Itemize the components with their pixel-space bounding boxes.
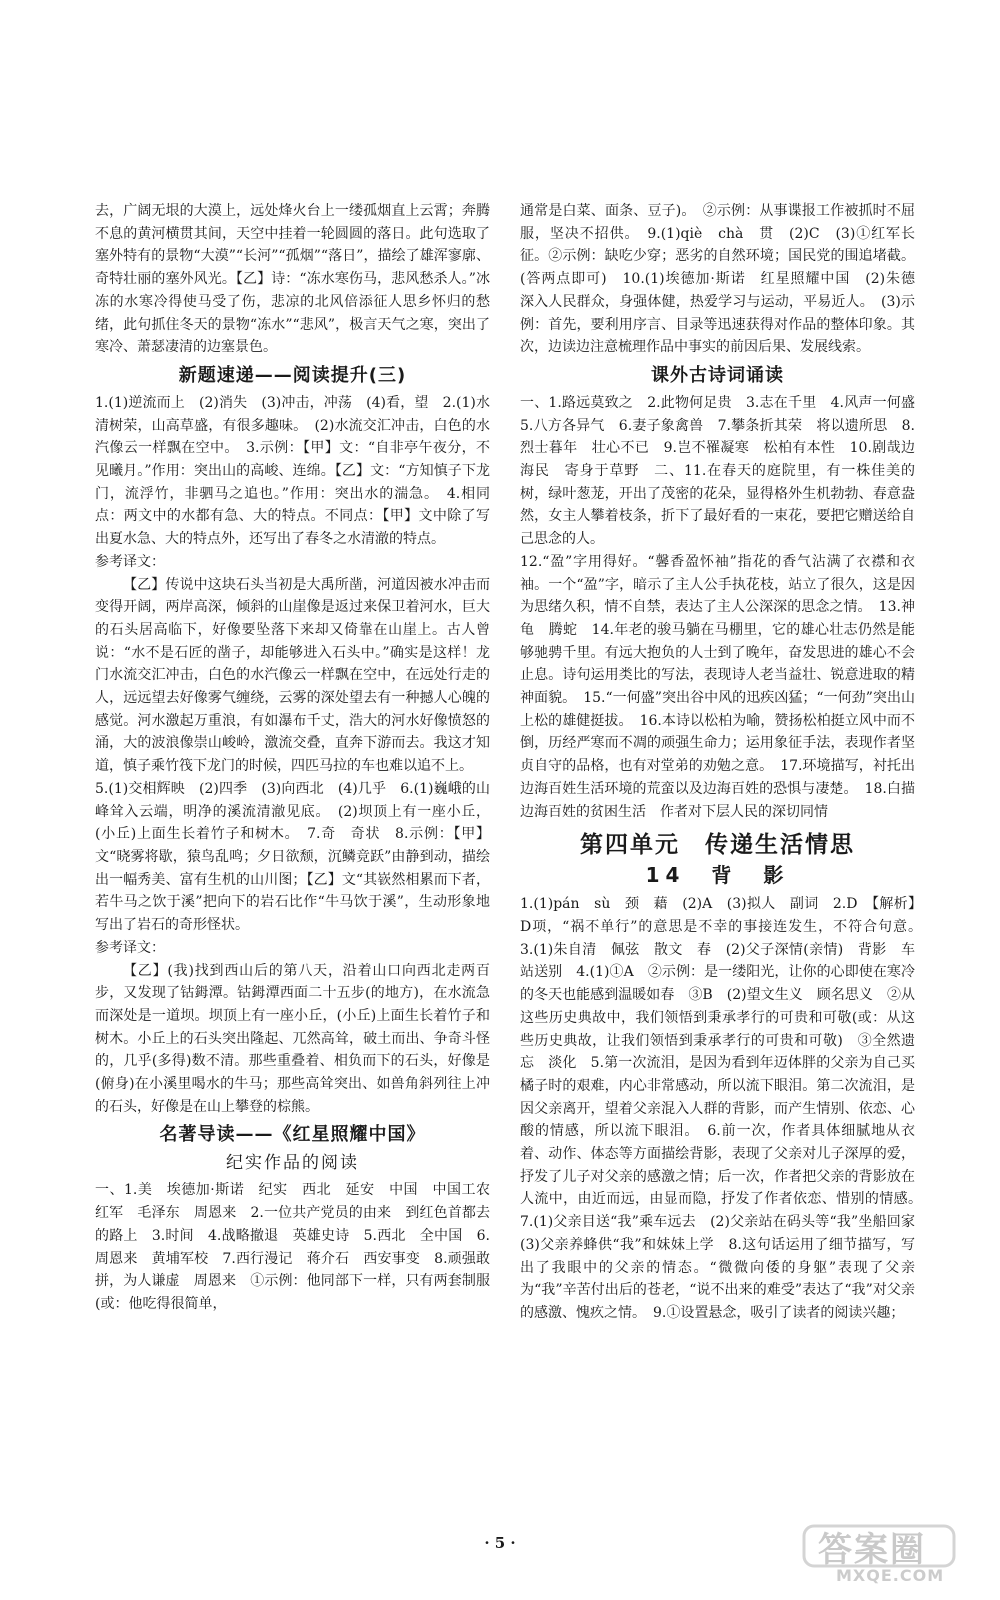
left-paragraph: 一、1.美 埃德加·斯诺 纪实 西北 延安 中国 中国工农红军 毛泽东 周恩来 2.一位共产党员的由来 到红色首都去的路上 3.时间 4.战略撤退 英雄史诗 5.西北 全中国 6.周恩来 黄埔军校 7.西行漫记 蒋介石 西安事变 8.顽强敢拼，为人谦虚 周恩来 ①示例：他同部下一样，只有两套制服(或：他吃得很简单， — [95, 1182, 490, 1312]
watermark-logo — [800, 1522, 970, 1588]
left-paragraph: 去，广阔无垠的大漠上，远处烽火台上一缕孤烟直上云霄；奔腾不息的黄河横贯其间，天空中挂着一轮圆圆的落日。此句选取了塞外特有的景物“大漠”“长河”“孤烟”“落日”，描绘了雄浑寥廓、奇特壮丽的塞外风光。【乙】诗：“冻水寒伤马，悲风愁杀人。”冰冻的水寒冷得使马受了伤，悲凉的北风倍添征人思乡怀归的愁绪，此句抓住冬天的景物“冻水”“悲风”，极言天气之寒，突出了寒冷、萧瑟凄清的边塞景色。 — [95, 203, 490, 356]
right-unit-title: 第四单元 传递生活情思 — [580, 832, 855, 859]
left-paragraph: 5.(1)交相辉映 (2)四季 (3)向西北 (4)几乎 6.(1)巍峨的山峰耸入云端，明净的溪流清澈见底。 (2)坝顶上有一座小丘，(小丘)上面生长着竹子和树木。 7.奇 奇状 8.示例：【甲】文“晓雾将歇，猿鸟乱鸣；夕日欲颓，沉鳞竞跃”由静到动，描绘出一幅秀美、富有生机的山川图；【乙】文“其嵚然相累而下者，若牛马之饮于溪”把向下的岩石比作“牛马饮于溪”，生动形象地写出了岩石的奇形怪状。 — [95, 780, 490, 934]
left-paragraph: 1.(1)逆流而上 (2)消失 (3)冲击，冲荡 (4)看，望 2.(1)水清树荣，山高草盛，有很多趣味。 (2)水流交汇冲击，白色的水汽像云一样飘在空中。 3.示例：【甲】文：“自非亭午夜分，不见曦月。”作用：突出山的高峻、连绵。【乙】文：“方知慎子下龙门，流浮竹，非驷马之追也。”作用：突出水的湍急。 4.相同点：两文中的水都有急、大的特点。不同点：【甲】文中除了写出夏水急、大的特点外，还写出了春冬之水清澈的特点。 — [95, 394, 490, 548]
right-paragraph: 12.“盈”字用得好。“馨香盈怀袖”指花的香气沾满了衣襟和衣袖。一个“盈”字，暗示了主人公手执花枝，站立了很久，这是因为思绪久积，情不自禁，表达了主人公深深的思念之情。 13.神龟 腾蛇 14.年老的骏马躺在马棚里，它的雄心壮志仍然是能够驰骋千里。有远大抱负的人士到了晚年，奋发思进的雄心不会止息。诗句运用类比的写法，表现诗人老当益壮、锐意进取的精神面貌。 15.“一何盛”突出谷中风的迅疾凶猛；“一何劲”突出山上松的雄健挺拔。 16.本诗以松柏为喻，赞扬松柏挺立风中而不倒，历经严寒而不凋的顽强生命力；运用象征手法，表现作者坚贞自守的品格，也有对堂弟的劝勉之意。 17.环境描写，衬托出边海百姓生活环境的荒蛮以及边海百姓的恐惧与凄楚。 18.白描 边海百姓的贫困生活 作者对下层人民的深切同情 — [520, 553, 929, 820]
right-paragraph: 一、1.路远莫致之 2.此物何足贵 3.志在千里 4.风声一何盛 5.八方各异气 6.妻子象禽兽 7.攀条折其荣 将以遗所思 8.烈士暮年 壮心不已 9.岂不罹凝寒 松柏有本性 10.剧哉边海民 寄身于草野 二、11.在春天的庭院里，有一株佳美的树，绿叶葱茏，开出了茂密的花朵，显得格外生机勃勃、春意盎然，女主人攀着枝条，折下了最好看的一束花，要把它赠送给自己思念的人。 — [520, 394, 929, 548]
right-paragraph: 通常是白菜、面条、豆子)。 ②示例：从事谍报工作被抓时不屈服，坚决不招供。 9.(1)qiè chà 贯 (2)C (3)①红军长征。②示例：缺吃少穿；恶劣的自然环境；国民党的围追堵截。(答两点即可) 10.(1)埃德加·斯诺 红星照耀中国 (2)朱德 深入人民群众，身强体健，热爱学习与运动，平易近人。 (3)示例：首先，要利用序言、目录等迅速获得对作品的整体印象。其次，边读边注意梳理作品中事实的前因后果、发展线索。 — [520, 203, 929, 356]
left-section-heading: 名著导读——《红星照耀中国》 — [159, 1124, 426, 1146]
right-paragraph: 1.(1)pán sù 颈 藉 (2)A (3)拟人 副词 2.D 【解析】D项，“祸不单行”的意思是不幸的事接连发生，不符合句意。 3.(1)朱自清 佩弦 散文 春 (2)父子深情(亲情) 背影 车站送别 4.(1)①A ②示例：是一缕阳光，让你的心即使在寒冷的冬天也能感到温暖如春 ③B (2)望文生义 顾名思义 ②从这些历史典故中，我们领悟到秉承孝行的可贵和可敬(或：从这些历史典故，让我们领悟到秉承孝行的可贵和可敬) ③全然遗忘 淡化 5.第一次流泪，是因为看到年迈体胖的父亲为自己买橘子时的艰难，内心非常感动，所以流下眼泪。第二次流泪，是因父亲离开，望着父亲混入人群的背影，而产生情别、依恋、心酸的情感，所以流下眼泪。 6.前一次，作者具体细腻地从衣着、动作、体态等方面描绘背影，表现了父亲对儿子深厚的爱，抒发了儿子对父亲的感激之情；后一次，作者把父亲的背影放在人流中，由近而远，由显而隐，抒发了作者依恋、惜别的情感。 7.(1)父亲目送“我”乘车远去 (2)父亲站在码头等“我”坐船回家 (3)父亲养蜂供“我”和妹妹上学 8.这句话运用了细节描写，写出了我眼中的父亲的情态。“微微向倭的身躯”表现了父亲为“我”辛苦付出后的苍老，“说不出来的难受”表达了“我”对父亲的感激、愧疚之情。 9.①设置悬念，吸引了读者的阅读兴趣； — [520, 896, 929, 1321]
right-section-heading: 课外古诗词诵读 — [651, 364, 784, 386]
left-paragraph: 参考译文： — [95, 939, 165, 956]
page-number: · 5 · — [484, 1534, 516, 1552]
right-column — [520, 200, 929, 1325]
watermark-url: MXQE.COM — [836, 1566, 945, 1585]
left-section-subheading: 纪实作品的阅读 — [226, 1153, 359, 1174]
left-translation-paragraph: 【乙】(我)找到西山后的第八天，沿着山口向西北走两百步，又发现了钴鉧潭。钴鉧潭西面二十五步(的地方)，在水流急而深处是一道坝。坝顶上有一座小丘，(小丘)上面生长着竹子和树木。小丘上的石头突出隆起、兀然高耸，破土而出、争奇斗怪的，几乎(多得)数不清。那些重叠着、相负而下的石头，好像是(俯身)在小溪里喝水的牛马；那些高耸突出、如兽角斜列往上冲的石头，好像是在山上攀登的棕熊。 — [95, 962, 490, 1115]
right-lesson-title: 14 背 影 — [645, 863, 790, 888]
left-paragraph: 参考译文： — [95, 553, 165, 570]
left-section-heading: 新题速递——阅读提升(三) — [178, 364, 407, 386]
left-translation-paragraph: 【乙】传说中这块石头当初是大禹所凿，河道因被水冲击而变得开阔，两岸高深，倾斜的山崖像是返过来保卫着河水，巨大的石头居高临下，好像要坠落下来却又倚靠在山崖上。古人曾说：“水不是石匠的凿子，却能够进入石头中。”确实是这样！龙门水流交汇冲击，白色的水汽像云一样飘在空中，在远处行走的人，远远望去好像雾气缠绕，云雾的深处望去有一种撼人心魄的感觉。河水激起万重浪，有如瀑布千丈，浩大的河水好像愤怒的涌，大的波浪像崇山峻岭，激流交叠，直奔下游而去。我这才知道，慎子乘竹筏下龙门的时候，四匹马拉的车也难以追不上。 — [95, 576, 490, 775]
left-column — [95, 200, 490, 1316]
watermark-text: 答案圈 — [818, 1530, 926, 1570]
